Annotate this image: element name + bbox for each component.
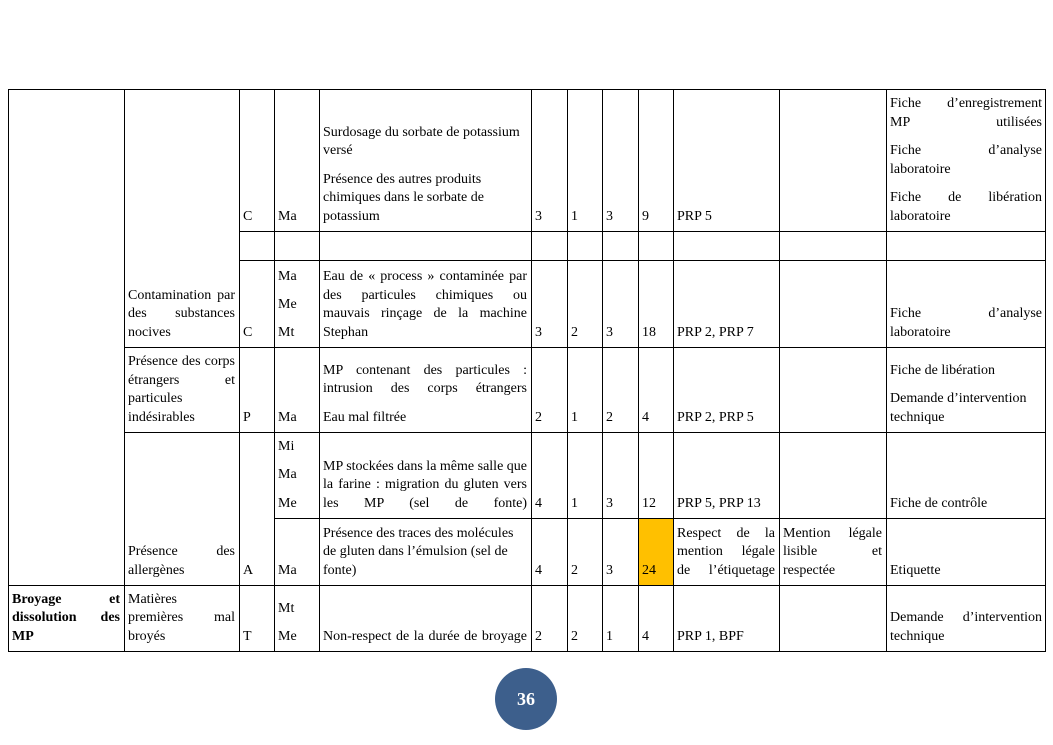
detection-score: 3	[606, 495, 613, 511]
cause-line: Surdosage du sorbate de potassium versé	[323, 124, 520, 158]
record-line: Fiche de libération laboratoire	[890, 190, 1042, 224]
cause-category: Ma	[278, 409, 297, 425]
records: Fiche de contrôle	[890, 495, 988, 511]
records: Etiquette	[890, 562, 941, 578]
gravity-score: 2	[535, 628, 542, 644]
frequency-score: 2	[571, 324, 578, 340]
frequency-score: 2	[571, 628, 578, 644]
hazard-code: T	[243, 628, 252, 644]
records	[886, 347, 1046, 432]
cause-category: Ma	[278, 208, 297, 224]
frequency-score: 1	[571, 208, 578, 224]
cause-description: Eau de « process » contaminée par des particules chimiques ou mauvais rinçage de la machine Stephan	[323, 269, 527, 340]
category-item: Me	[278, 297, 297, 312]
record-line: Fiche de libération	[890, 362, 995, 378]
hazard-code: A	[243, 562, 254, 578]
records	[886, 89, 1046, 231]
records: Demande d’intervention technique	[890, 610, 1042, 644]
detection-score: 2	[606, 409, 613, 425]
preventive-measure: PRP 1, BPF	[677, 628, 744, 644]
cause-description: MP stockées dans la même salle que la farine : migration du gluten vers les MP (sel de fonte)	[323, 458, 527, 511]
record-line: Demande d’intervention technique	[890, 391, 1027, 425]
records: Fiche d’analyse laboratoire	[890, 306, 1042, 340]
cause-category	[274, 585, 319, 651]
category-item: Mt	[278, 325, 295, 340]
hazard-code: P	[243, 409, 251, 425]
preventive-measure: PRP 2, PRP 5	[677, 409, 754, 425]
danger-description: Présence des allergènes	[128, 544, 235, 578]
gravity-score: 3	[535, 324, 542, 340]
criticality-score: 9	[642, 208, 649, 224]
hazard-code: C	[243, 208, 253, 224]
cause-description	[319, 89, 531, 231]
cause-line: MP contenant des particules : intrusion des corps étrangers	[323, 362, 527, 396]
cause-category	[274, 432, 319, 518]
category-item: Ma	[278, 269, 297, 284]
danger-description: Présence des corps étrangers et particules indésirables	[128, 354, 235, 425]
detection-score: 3	[606, 324, 613, 340]
rule-left	[8, 89, 9, 652]
page-number-badge: 36	[495, 668, 557, 730]
record-line: Fiche d’analyse laboratoire	[890, 143, 1042, 177]
criticality-score: 24	[642, 562, 656, 578]
cause-category	[274, 260, 319, 347]
preventive-measure: PRP 2, PRP 7	[677, 324, 754, 340]
cause-category: Ma	[278, 562, 297, 578]
danger-description: Matières premières mal broyés	[128, 591, 235, 644]
record-line: Fiche d’enregistrement MP utilisées	[890, 96, 1042, 130]
category-item: Me	[278, 629, 297, 644]
danger-description: Contamination par des substances nocives	[128, 287, 235, 340]
criticality-score: 4	[642, 409, 649, 425]
rule-row1-bottom	[239, 231, 1046, 232]
detection-score: 3	[606, 562, 613, 578]
cause-description	[319, 347, 531, 432]
gravity-score: 4	[535, 562, 542, 578]
haccp-table	[8, 89, 1046, 652]
detection-score: 3	[606, 208, 613, 224]
rule-bottom	[8, 651, 1046, 652]
criticality-score: 18	[642, 324, 656, 340]
frequency-score: 2	[571, 562, 578, 578]
preventive-measure: PRP 5	[677, 208, 712, 224]
category-item: Mt	[278, 601, 295, 616]
category-item: Ma	[278, 467, 297, 482]
monitoring-measure: Mention légale lisible et respectée	[783, 525, 882, 578]
category-item: Me	[278, 495, 297, 511]
gravity-score: 3	[535, 208, 542, 224]
gravity-score: 4	[535, 495, 542, 511]
preventive-measure: PRP 5, PRP 13	[677, 495, 761, 511]
criticality-score: 4	[642, 628, 649, 644]
detection-score: 1	[606, 628, 613, 644]
frequency-score: 1	[571, 495, 578, 511]
frequency-score: 1	[571, 409, 578, 425]
cause-description: Non-respect de la durée de broyage	[323, 628, 527, 644]
criticality-score: 12	[642, 495, 656, 511]
cause-line: Eau mal filtrée	[323, 409, 407, 425]
cause-description: Présence des traces des molécules de gluten dans l’émulsion (sel de fonte)	[323, 525, 514, 578]
gravity-score: 2	[535, 409, 542, 425]
category-item: Mi	[278, 438, 295, 454]
process-step: Broyage et dissolution des MP	[12, 591, 120, 644]
preventive-measure: Respect de la mention légale de l’étiquetage	[677, 525, 775, 578]
cause-line: Présence des autres produits chimiques dans le sorbate de potassium	[323, 171, 484, 224]
hazard-code: C	[243, 324, 253, 340]
